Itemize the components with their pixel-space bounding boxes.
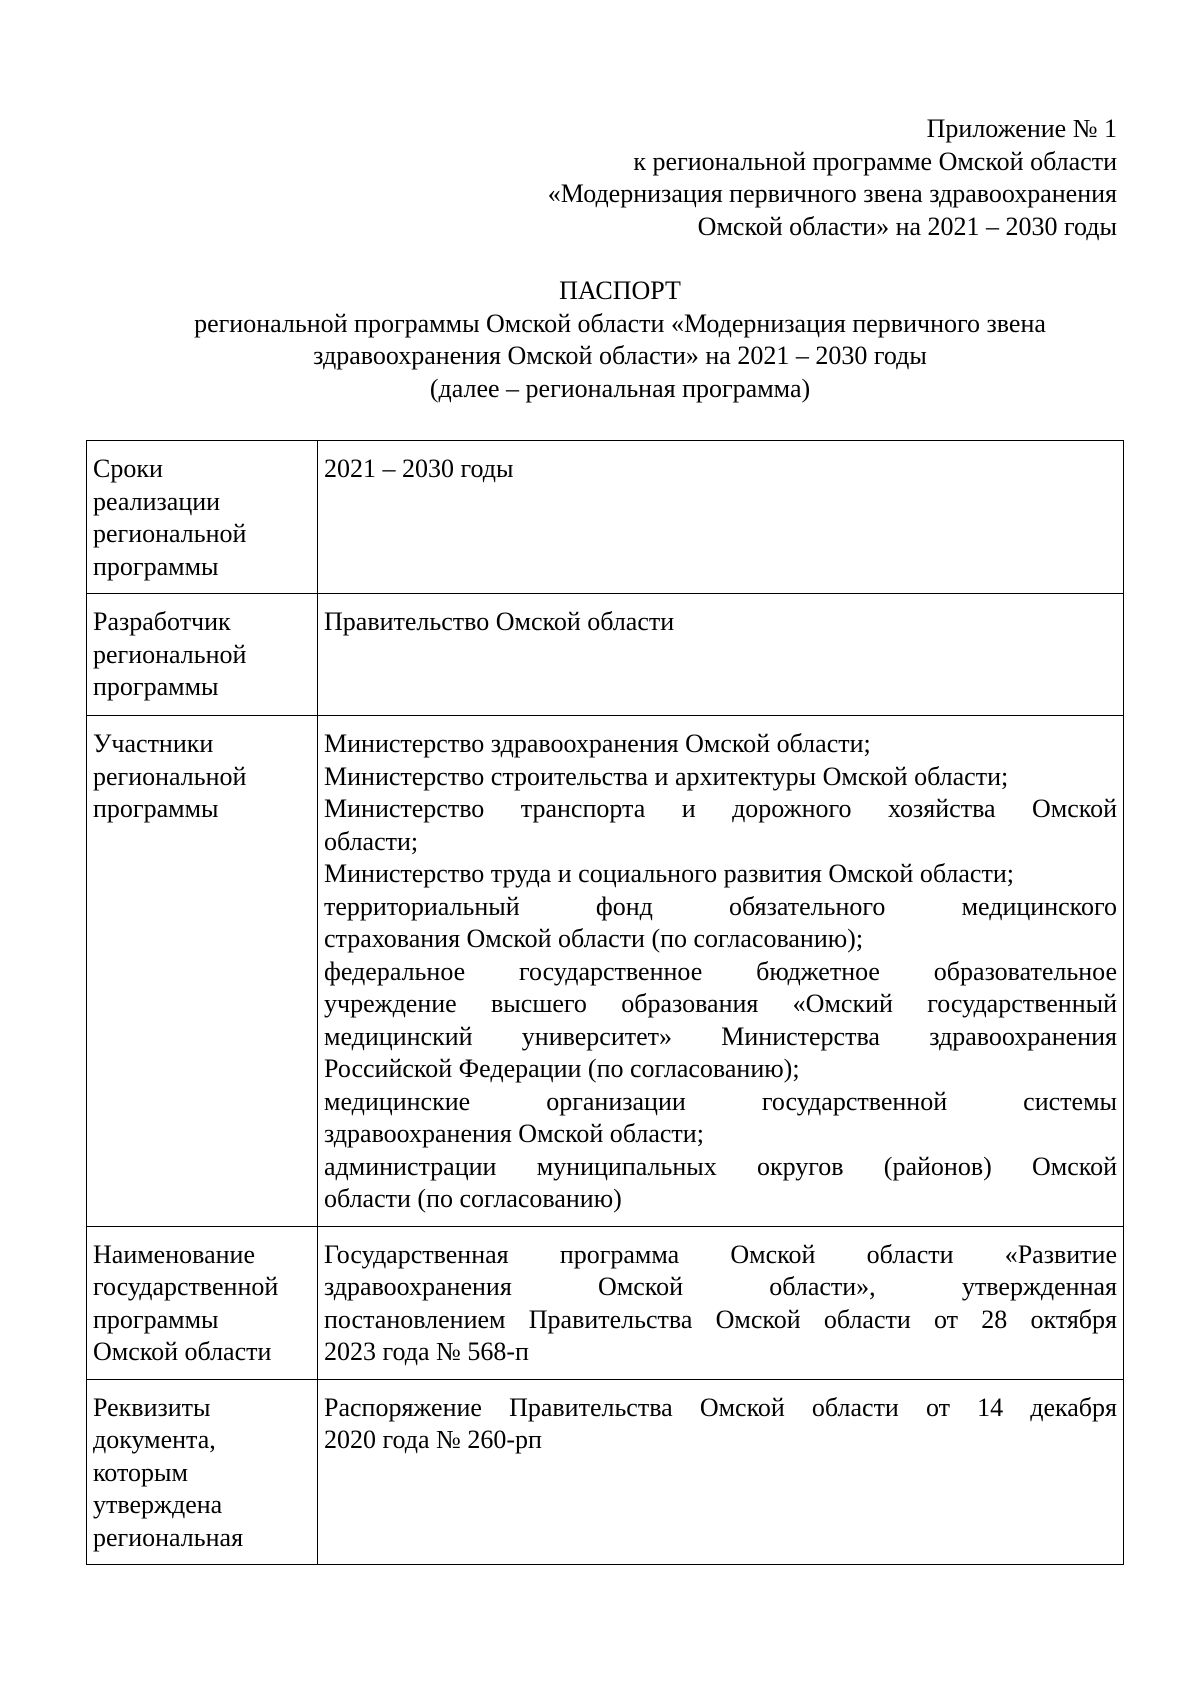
- row-label-line: документа,: [93, 1425, 216, 1454]
- row-label-line: региональной: [93, 761, 247, 791]
- row-label-cell: [87, 1379, 318, 1565]
- row-label-line: региональной: [93, 639, 247, 669]
- row-value-line: Распоряжение Правительства Омской области от 14 декабря: [324, 1392, 1117, 1422]
- row-value-line: здравоохранения Омской области;: [324, 1119, 704, 1148]
- row-value-line: Государственная программа Омской области «Развитие: [324, 1239, 1117, 1269]
- row-label-line: утверждена: [93, 1490, 223, 1519]
- row-label-line: Наименование: [93, 1239, 255, 1269]
- title-line: здравоохранения Омской области» на 2021 – 2030 годы: [313, 341, 927, 370]
- title-line: (далее – региональная программа): [429, 373, 811, 403]
- row-label-line: Омской области: [93, 1337, 272, 1366]
- row-value-line: постановлением Правительства Омской области от 28 октября: [324, 1304, 1117, 1334]
- row-label-line: Участники: [93, 729, 214, 758]
- appendix-line: «Модернизация первичного звена здравоохранения: [547, 179, 1117, 208]
- row-value-cell: [318, 441, 1124, 594]
- row-label-line: региональная: [93, 1522, 244, 1552]
- row-value-line: Министерство труда и социального развития Омской области;: [324, 859, 1014, 888]
- row-value-line: Министерство строительства и архитектуры Омской области;: [324, 761, 1009, 791]
- row-value-line: учреждение высшего образования «Омский государственный: [324, 989, 1117, 1018]
- appendix-line: Приложение № 1: [926, 114, 1117, 143]
- row-label-cell: [87, 441, 318, 594]
- row-value-line: Министерство транспорта и дорожного хозяйства Омской: [324, 794, 1117, 823]
- passport-table: [86, 440, 1124, 1565]
- row-value-line: федеральное государственное бюджетное образовательное: [324, 956, 1117, 986]
- row-label-line: реализации: [93, 486, 221, 516]
- row-label-line: программы: [93, 551, 219, 581]
- row-label-cell: [87, 1226, 318, 1379]
- row-value-line: территориальный фонд обязательного медицинского: [324, 891, 1117, 921]
- appendix-line: Омской области» на 2021 – 2030 годы: [697, 211, 1117, 241]
- row-label-line: Сроки: [93, 454, 163, 483]
- document-title: [0, 275, 1200, 405]
- appendix-line: к региональной программе Омской области: [633, 146, 1117, 176]
- title-heading: ПАСПОРТ: [559, 276, 681, 305]
- row-label-line: программы: [93, 794, 219, 823]
- row-value-line: здравоохранения Омской области», утвержденная: [324, 1272, 1117, 1301]
- table-row: [87, 716, 1124, 1227]
- row-value-cell: [318, 716, 1124, 1227]
- row-value-line: области;: [324, 826, 419, 856]
- title-line: региональной программы Омской области «Модернизация первичного звена: [194, 308, 1046, 338]
- row-value-cell: [318, 1379, 1124, 1565]
- table-row: [87, 441, 1124, 594]
- row-value-line: медицинские организации государственной системы: [324, 1086, 1117, 1116]
- row-label-line: Разработчик: [93, 607, 231, 636]
- row-label-cell: [87, 594, 318, 716]
- row-value-text: 2021 – 2030 годы: [324, 454, 514, 483]
- table-row: [87, 1379, 1124, 1565]
- row-label-cell: [87, 716, 318, 1227]
- row-value-line: администрации муниципальных округов (районов) Омской: [324, 1151, 1117, 1181]
- row-label-line: Реквизиты: [93, 1392, 211, 1422]
- row-value-text: Правительство Омской области: [324, 607, 675, 636]
- row-value-line: 2020 года № 260-рп: [324, 1425, 542, 1454]
- row-value-line: Министерство здравоохранения Омской области;: [324, 729, 871, 758]
- row-value-line: Российской Федерации (по согласованию);: [324, 1054, 800, 1083]
- appendix-header: [317, 113, 1117, 243]
- row-value-cell: [318, 1226, 1124, 1379]
- row-value-line: страхования Омской области (по согласованию);: [324, 924, 864, 953]
- row-label-line: программы: [93, 672, 219, 701]
- table-row: [87, 594, 1124, 716]
- row-value-cell: [318, 594, 1124, 716]
- row-label-line: программы: [93, 1304, 219, 1334]
- row-value-line: 2023 года № 568-п: [324, 1337, 529, 1366]
- row-value-line: медицинский университет» Министерства здравоохранения: [324, 1021, 1117, 1051]
- table-row: [87, 1226, 1124, 1379]
- row-label-line: государственной: [93, 1272, 279, 1301]
- row-value-line: области (по согласованию): [324, 1184, 622, 1213]
- row-label-line: которым: [93, 1457, 188, 1487]
- row-label-line: региональной: [93, 519, 247, 548]
